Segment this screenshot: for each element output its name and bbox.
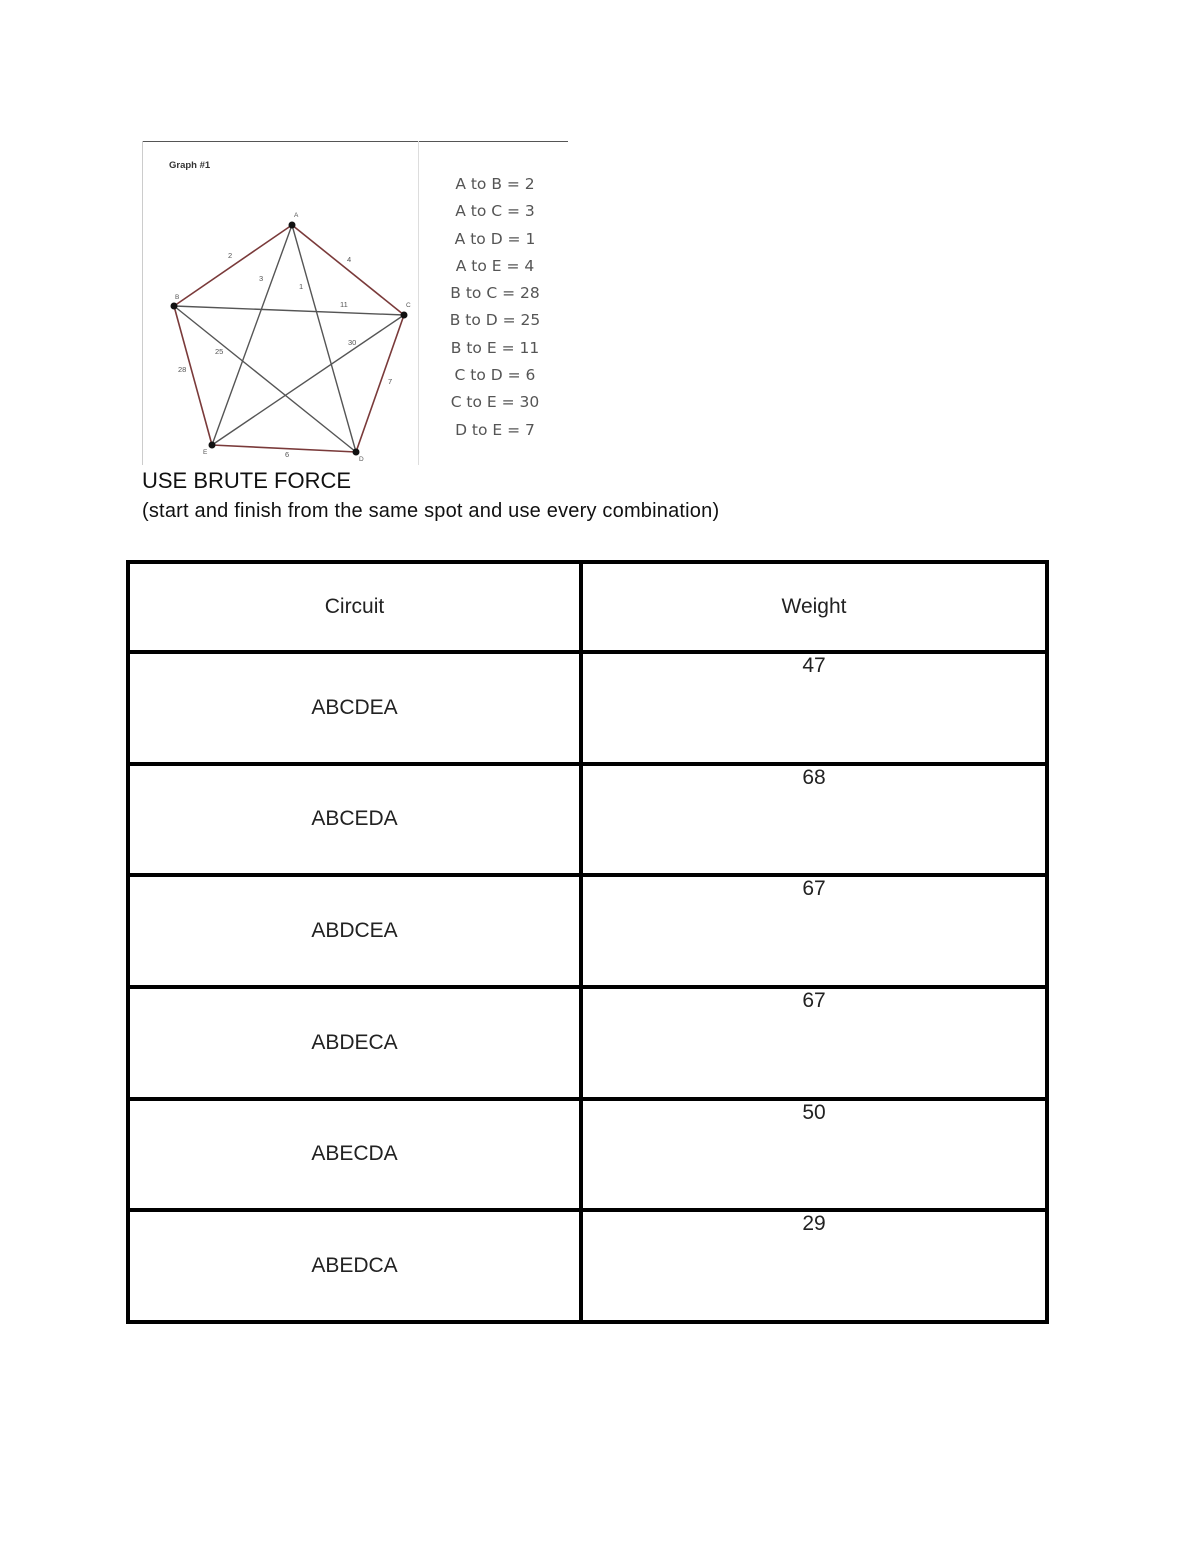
vertex-label: D bbox=[359, 456, 364, 463]
circuit-cell: ABEDCA bbox=[128, 1210, 581, 1322]
edge-label: 1 bbox=[299, 282, 304, 291]
edge-label: 3 bbox=[259, 274, 264, 283]
graph-image bbox=[142, 141, 568, 465]
table-row bbox=[128, 1099, 1047, 1211]
column-header-circuit: Circuit bbox=[128, 562, 581, 652]
edge-weight-item: C to E = 30 bbox=[450, 393, 540, 412]
edge-weight-item: B to C = 28 bbox=[450, 284, 540, 303]
weight-cell: 67 bbox=[581, 987, 1047, 1099]
table-row bbox=[128, 987, 1047, 1099]
edge-weight-item: A to D = 1 bbox=[454, 229, 536, 248]
vertex-C bbox=[401, 312, 408, 319]
edge-label: 6 bbox=[285, 450, 290, 459]
edge-C-D bbox=[356, 315, 404, 452]
edge-label: 30 bbox=[348, 338, 357, 347]
vertex-label: B bbox=[175, 294, 180, 301]
weight-cell: 29 bbox=[581, 1210, 1047, 1322]
edge-label: 4 bbox=[347, 255, 352, 264]
edge-weight-item: A to C = 3 bbox=[455, 202, 535, 221]
graph-title: Graph #1 bbox=[169, 160, 211, 171]
edge-label: 11 bbox=[340, 300, 348, 309]
vertex-B bbox=[171, 303, 178, 310]
edge-weights-list bbox=[440, 171, 550, 444]
table-row bbox=[128, 652, 1047, 764]
vertex-E bbox=[209, 442, 216, 449]
edge-A-C bbox=[292, 225, 404, 315]
edge-B-C bbox=[174, 306, 404, 315]
edge-B-D bbox=[174, 306, 356, 452]
circuit-cell: ABECDA bbox=[128, 1099, 581, 1211]
instruction-heading: USE BRUTE FORCE bbox=[142, 468, 352, 493]
edge-weight-item: B to E = 11 bbox=[450, 338, 540, 357]
instruction-subheading: (start and finish from the same spot and use every combination) bbox=[142, 500, 720, 522]
edge-weight-item: A to E = 4 bbox=[455, 256, 535, 275]
edge-A-B bbox=[174, 225, 292, 306]
vertex-A bbox=[289, 222, 296, 229]
column-header-weight: Weight bbox=[581, 562, 1047, 652]
edge-A-E bbox=[212, 225, 292, 445]
edge-weight-item: A to B = 2 bbox=[455, 175, 535, 193]
vertex-D bbox=[353, 449, 360, 456]
weight-cell: 68 bbox=[581, 764, 1047, 876]
vertex-label: A bbox=[294, 212, 299, 219]
table-row bbox=[128, 875, 1047, 987]
edge-label: 28 bbox=[178, 365, 187, 374]
edge-weight-item: C to D = 6 bbox=[454, 366, 536, 385]
circuit-cell: ABDECA bbox=[128, 987, 581, 1099]
circuit-cell: ABCDEA bbox=[128, 652, 581, 764]
edge-E-B bbox=[174, 306, 212, 445]
table-row bbox=[128, 764, 1047, 876]
edge-weight-item: D to E = 7 bbox=[455, 420, 535, 439]
vertex-label: E bbox=[203, 449, 208, 456]
circuits-table bbox=[126, 560, 1049, 1324]
vertex-label: C bbox=[406, 302, 411, 309]
edge-weight-item: B to D = 25 bbox=[449, 311, 541, 330]
circuit-cell: ABDCEA bbox=[128, 875, 581, 987]
edge-C-E bbox=[212, 315, 404, 445]
edge-label: 25 bbox=[215, 347, 224, 356]
weight-cell: 47 bbox=[581, 652, 1047, 764]
weight-cell: 50 bbox=[581, 1099, 1047, 1211]
edge-D-E bbox=[212, 445, 356, 452]
graph-diagram bbox=[142, 141, 418, 465]
image-divider bbox=[418, 141, 419, 465]
weight-cell: 67 bbox=[581, 875, 1047, 987]
edge-label: 7 bbox=[388, 377, 393, 386]
table-header-row bbox=[128, 562, 1047, 652]
edge-label: 2 bbox=[228, 251, 233, 260]
table-row bbox=[128, 1210, 1047, 1322]
circuit-cell: ABCEDA bbox=[128, 764, 581, 876]
